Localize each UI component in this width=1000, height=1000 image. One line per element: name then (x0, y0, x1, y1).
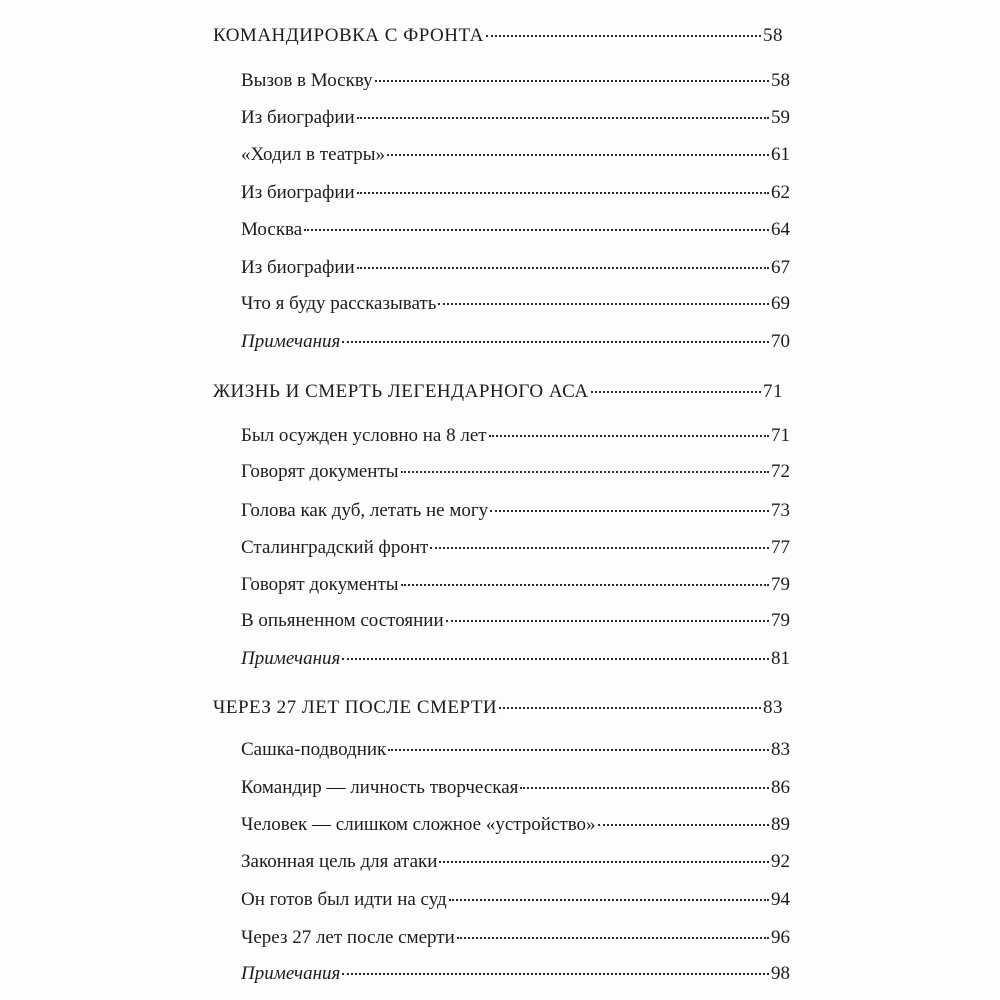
toc-entry-page: 58 (771, 70, 790, 91)
dot-leader (375, 80, 769, 82)
toc-entry-page: 69 (771, 293, 790, 314)
dot-leader (401, 584, 769, 586)
toc-entry-page: 92 (771, 851, 790, 872)
dot-leader (342, 973, 769, 975)
toc-entry-page: 77 (771, 537, 790, 558)
toc-section-entry (241, 218, 790, 242)
toc-entry-title: Примечания (241, 963, 341, 984)
dot-leader (357, 267, 769, 269)
toc-entry-title: Законная цель для атаки (241, 851, 438, 872)
toc-entry-page: 73 (771, 500, 790, 521)
toc-section-entry (241, 738, 790, 762)
toc-chapter-entry (213, 24, 783, 48)
toc-entry-page: 59 (771, 107, 790, 128)
dot-leader (520, 787, 769, 789)
toc-section-entry (241, 536, 790, 560)
toc-entry-title: «Ходил в театры» (241, 144, 385, 165)
toc-entry-title: Человек — слишком сложное «устройство» (241, 814, 596, 835)
toc-section-entry (241, 460, 790, 484)
toc-entry-page: 83 (763, 697, 783, 718)
toc-entry-title: Что я буду рассказывать (241, 293, 437, 314)
dot-leader (430, 547, 769, 549)
toc-entry-page: 89 (771, 814, 790, 835)
dot-leader (304, 229, 769, 231)
toc-entry-page: 71 (771, 425, 790, 446)
toc-entry-title: Вызов в Москву (241, 70, 373, 91)
dot-leader (446, 620, 769, 622)
dot-leader (439, 861, 769, 863)
dot-leader (598, 824, 769, 826)
dot-leader (449, 899, 769, 901)
toc-entry-page: 98 (771, 963, 790, 984)
toc-entry-title: Он готов был идти на суд (241, 889, 447, 910)
toc-entry-title: Был осужден условно на 8 лет (241, 425, 487, 446)
toc-entry-page: 58 (763, 25, 783, 46)
toc-entry-title: Из биографии (241, 182, 355, 203)
dot-leader (388, 749, 769, 751)
toc-entry-title: Сашка-подводник (241, 739, 387, 760)
toc-entry-title: Москва (241, 219, 303, 240)
toc-section-entry (241, 609, 790, 633)
toc-entry-title: КОМАНДИРОВКА С ФРОНТА (213, 25, 484, 46)
toc-entry-title: Говорят документы (241, 461, 399, 482)
toc-section-entry (241, 106, 790, 130)
dot-leader (438, 303, 769, 305)
toc-entry-title: Голова как дуб, летать не могу (241, 500, 489, 521)
toc-chapter-entry (213, 696, 783, 720)
toc-entry-title: Говорят документы (241, 574, 399, 595)
toc-notes-entry (241, 962, 790, 986)
toc-entry-page: 71 (763, 381, 783, 402)
toc-entry-page: 67 (771, 257, 790, 278)
toc-entry-page: 79 (771, 610, 790, 631)
dot-leader (490, 510, 769, 512)
toc-entry-page: 70 (771, 331, 790, 352)
toc-section-entry (241, 69, 790, 93)
toc-section-entry (241, 181, 790, 205)
toc-section-entry (241, 499, 790, 523)
toc-entry-page: 64 (771, 219, 790, 240)
toc-entry-title: Командир — личность творческая (241, 777, 519, 798)
dot-leader (357, 117, 769, 119)
dot-leader (342, 341, 769, 343)
toc-entry-title: Из биографии (241, 107, 355, 128)
toc-entry-page: 81 (771, 648, 790, 669)
toc-notes-entry (241, 647, 790, 671)
toc-entry-title: В опьяненном состоянии (241, 610, 444, 631)
dot-leader (457, 937, 769, 939)
toc-entry-page: 86 (771, 777, 790, 798)
toc-section-entry (241, 573, 790, 597)
dot-leader (489, 435, 769, 437)
toc-entry-page: 61 (771, 144, 790, 165)
toc-section-entry (241, 926, 790, 950)
toc-section-entry (241, 850, 790, 874)
toc-section-entry (241, 813, 790, 837)
dot-leader (342, 658, 769, 660)
dot-leader (357, 192, 769, 194)
toc-section-entry (241, 424, 790, 448)
toc-section-entry (241, 888, 790, 912)
dot-leader (401, 471, 769, 473)
toc-entry-page: 83 (771, 739, 790, 760)
toc-entry-title: Сталинградский фронт (241, 537, 429, 558)
toc-section-entry (241, 256, 790, 280)
toc-entry-page: 72 (771, 461, 790, 482)
toc-entry-page: 79 (771, 574, 790, 595)
toc-section-entry (241, 776, 790, 800)
dot-leader (499, 707, 761, 709)
toc-section-entry (241, 292, 790, 316)
toc-entry-title: Примечания (241, 648, 341, 669)
toc-notes-entry (241, 330, 790, 354)
toc-entry-title: ЧЕРЕЗ 27 ЛЕТ ПОСЛЕ СМЕРТИ (213, 697, 498, 718)
dot-leader (387, 154, 769, 156)
dot-leader (591, 391, 761, 393)
toc-section-entry (241, 143, 790, 167)
toc-entry-title: Примечания (241, 331, 341, 352)
dot-leader (486, 35, 761, 37)
toc-entry-title: ЖИЗНЬ И СМЕРТЬ ЛЕГЕНДАРНОГО АСА (213, 381, 589, 402)
toc-entry-title: Через 27 лет после смерти (241, 927, 455, 948)
toc-entry-page: 96 (771, 927, 790, 948)
toc-entry-title: Из биографии (241, 257, 355, 278)
toc-entry-page: 62 (771, 182, 790, 203)
toc-chapter-entry (213, 380, 783, 404)
toc-entry-page: 94 (771, 889, 790, 910)
